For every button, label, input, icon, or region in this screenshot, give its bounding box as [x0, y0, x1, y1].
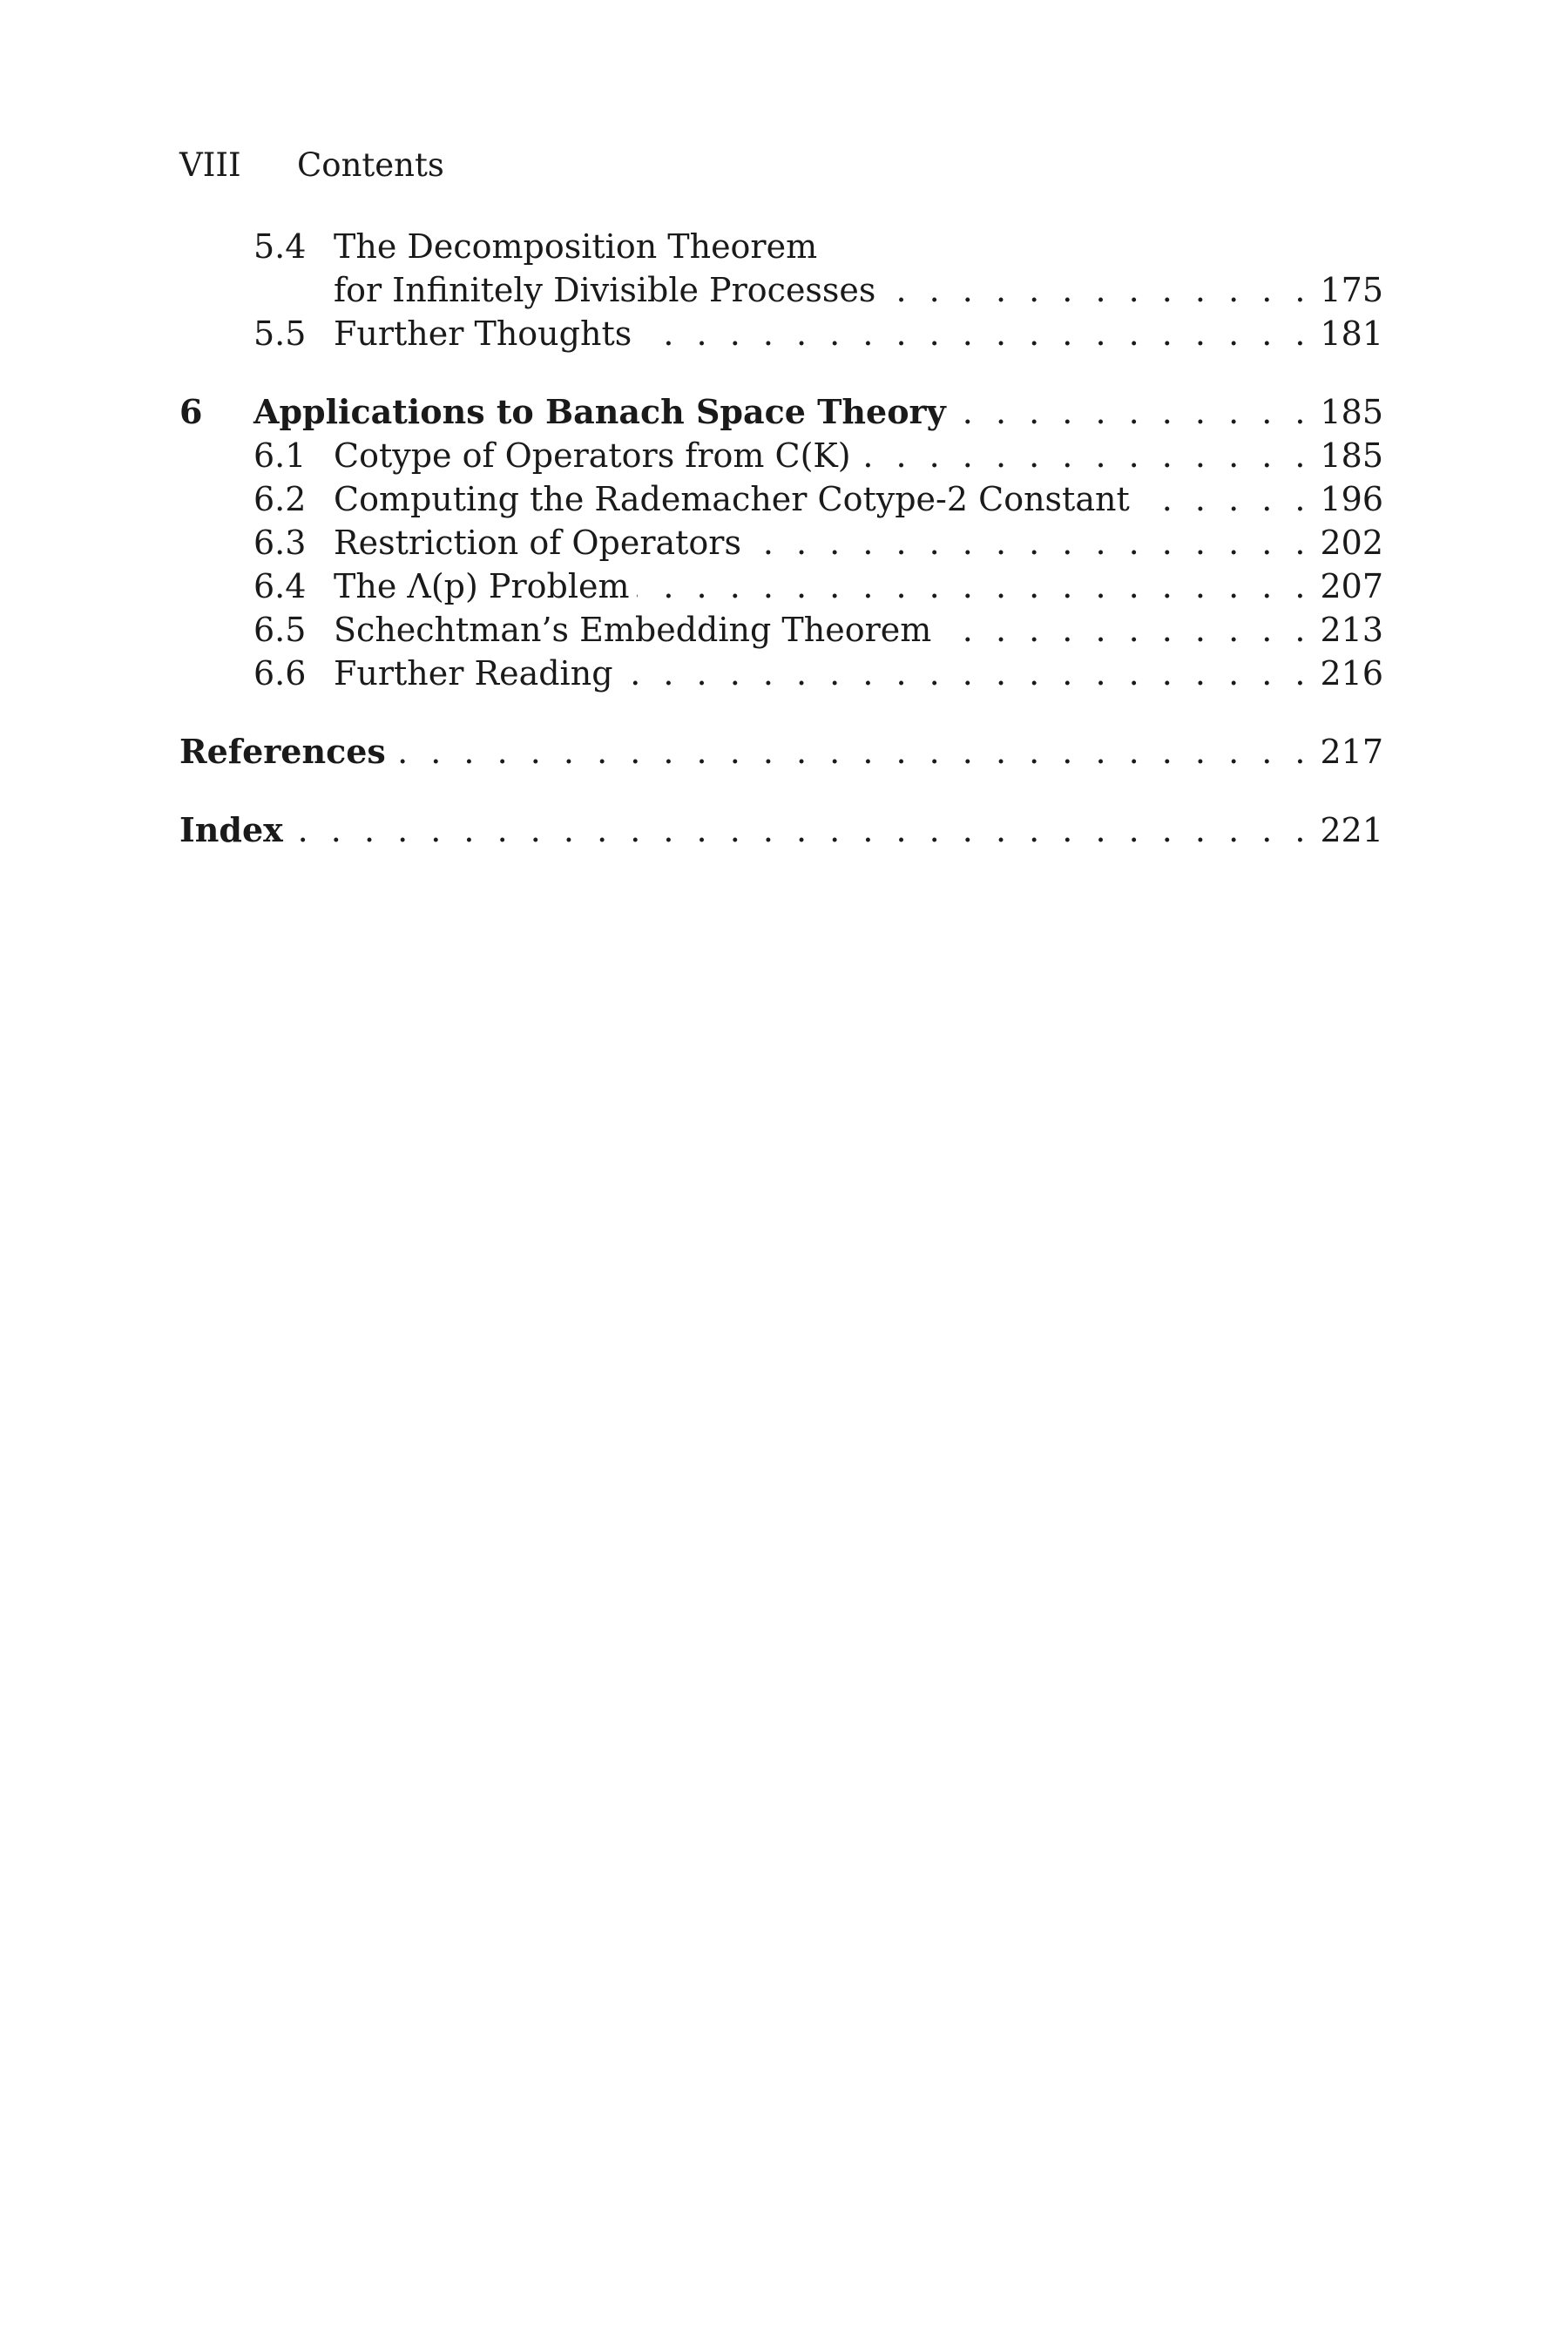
- toc-section-title: The Λ(p) Problem: [334, 567, 630, 605]
- toc-page-number: 221: [1320, 811, 1383, 849]
- toc-entry-6-2[interactable]: [179, 477, 1383, 521]
- toc-section-number: 5.4: [253, 227, 307, 266]
- toc-chapter-6[interactable]: [179, 390, 1383, 434]
- toc-page-number: 202: [1320, 524, 1383, 562]
- dot-leader: [953, 390, 1312, 434]
- toc-section-number: 5.5: [253, 314, 307, 353]
- dot-leader: [938, 608, 1311, 652]
- toc-chapter-title: Index: [179, 810, 283, 849]
- toc-page-number: 217: [1320, 733, 1383, 771]
- toc-section-title-continued: for Infinitely Divisible Processes: [334, 271, 876, 309]
- dot-leader: [637, 564, 1312, 608]
- table-of-contents: [179, 225, 1383, 852]
- toc-chapter-number: 6: [179, 392, 203, 431]
- toc-page-number: 175: [1320, 271, 1383, 309]
- toc-page-number: 196: [1320, 480, 1383, 518]
- toc-section-title: Computing the Rademacher Cotype-2 Constant: [334, 480, 1130, 518]
- toc-section-number: 6.4: [253, 567, 307, 605]
- toc-section-title: The Decomposition Theorem: [334, 227, 818, 266]
- toc-page-number: 213: [1320, 611, 1383, 649]
- toc-section-title: Further Reading: [334, 654, 613, 693]
- dot-leader: [748, 521, 1312, 564]
- toc-chapter-title: Applications to Banach Space Theory: [253, 392, 946, 431]
- toc-entry-5-4-line2[interactable]: [179, 268, 1383, 312]
- toc-entry-6-5[interactable]: [179, 608, 1383, 652]
- dot-leader: [393, 730, 1312, 774]
- dot-leader: [620, 652, 1312, 695]
- toc-page-number: 207: [1320, 567, 1383, 605]
- running-head-title: Contents: [297, 146, 444, 184]
- toc-references[interactable]: [179, 730, 1383, 774]
- dot-leader: [882, 268, 1311, 312]
- toc-page-number: 185: [1320, 393, 1383, 431]
- toc-entry-5-4-line1[interactable]: [179, 225, 1383, 268]
- toc-section-title: Restriction of Operators: [334, 524, 741, 562]
- toc-index[interactable]: [179, 808, 1383, 852]
- toc-entry-5-5[interactable]: [179, 312, 1383, 355]
- toc-section-title: Schechtman’s Embedding Theorem: [334, 611, 932, 649]
- toc-section-number: 6.3: [253, 524, 307, 562]
- toc-page-number: 185: [1320, 436, 1383, 475]
- page-folio: VIII: [179, 146, 241, 184]
- dot-leader: [639, 312, 1311, 355]
- toc-entry-6-3[interactable]: [179, 521, 1383, 564]
- toc-section-number: 6.1: [253, 436, 307, 475]
- toc-entry-6-6[interactable]: [179, 652, 1383, 695]
- toc-section-title: Cotype of Operators from C(K): [334, 436, 851, 475]
- dot-leader: [858, 434, 1312, 477]
- running-head: [179, 146, 444, 185]
- toc-chapter-title: References: [179, 732, 386, 771]
- toc-section-title: Further Thoughts: [334, 314, 632, 353]
- dot-leader: [290, 808, 1312, 852]
- toc-page-number: 216: [1320, 654, 1383, 693]
- dot-leader: [1137, 477, 1312, 521]
- toc-section-number: 6.5: [253, 611, 307, 649]
- toc-page-number: 181: [1320, 314, 1383, 353]
- toc-section-number: 6.6: [253, 654, 307, 693]
- toc-entry-6-4[interactable]: [179, 564, 1383, 608]
- toc-section-number: 6.2: [253, 480, 307, 518]
- toc-entry-6-1[interactable]: [179, 434, 1383, 477]
